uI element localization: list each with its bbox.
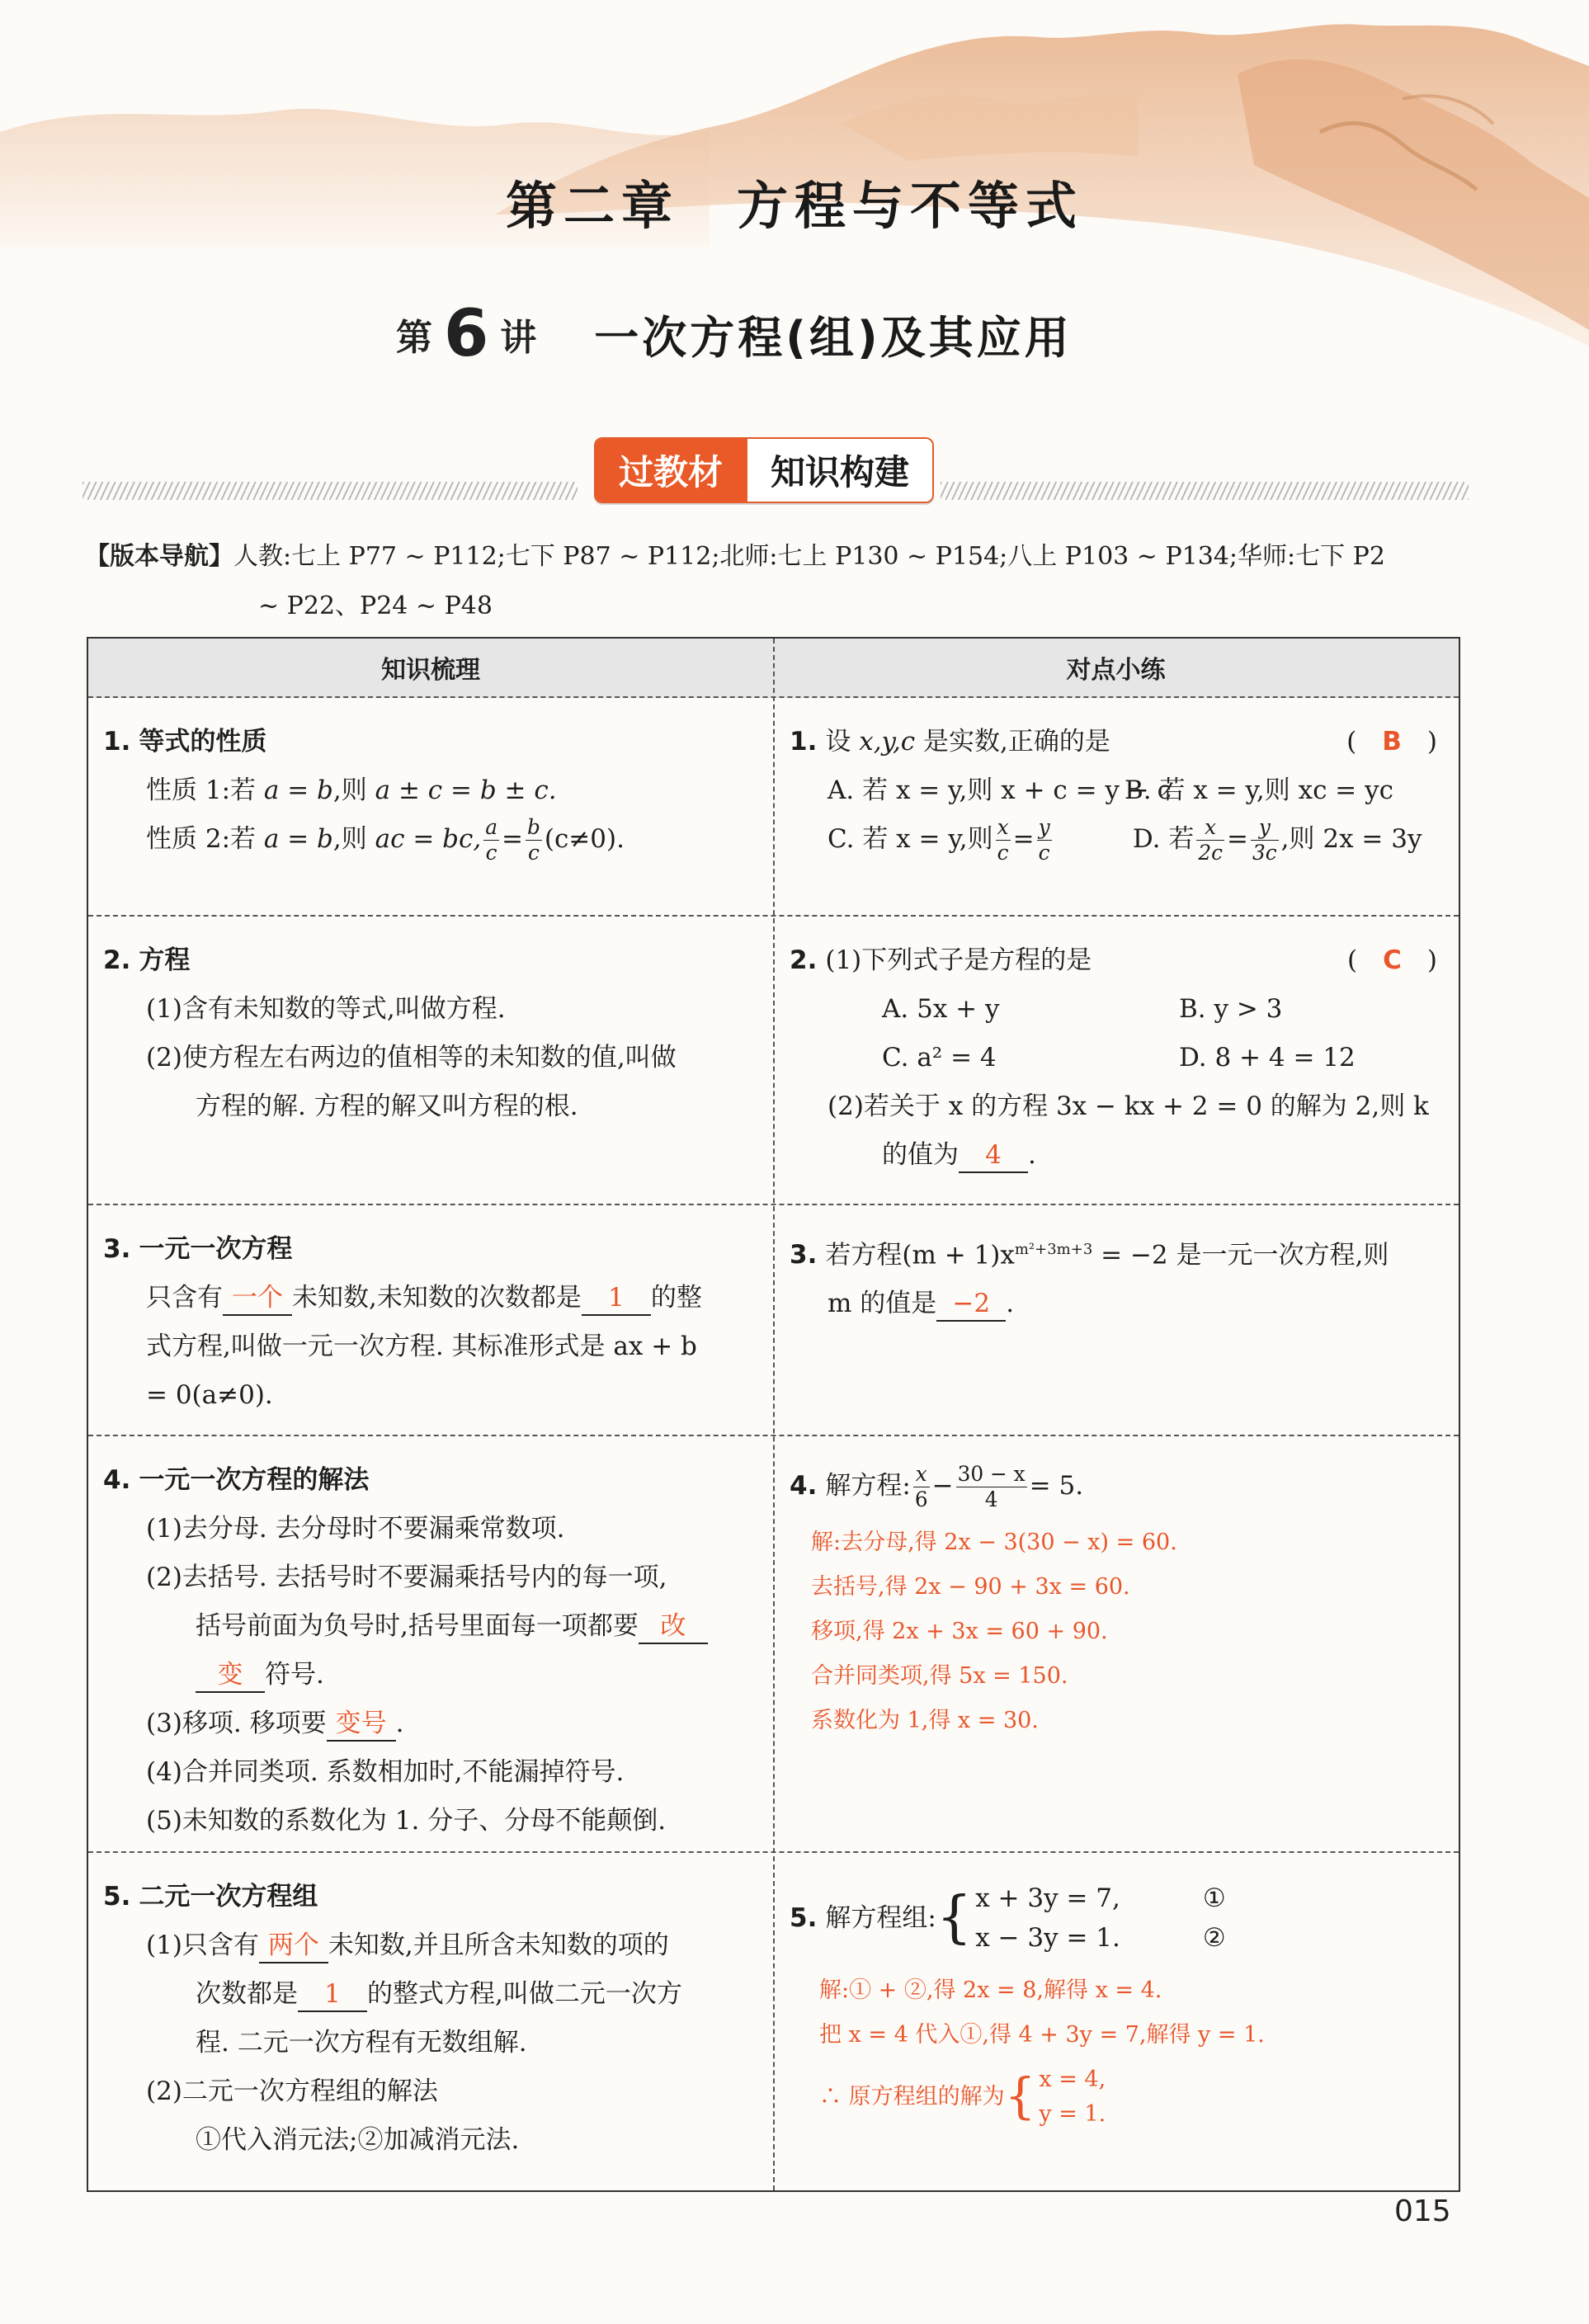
answer-choice: C (1383, 945, 1402, 975)
exercise-cell: 2. (1)下列式子是方程的是 ( C ) A. 5x + y B. y > 3 C. a² = 4 D. 8 + 4 = 12 (2)若关于 x 的方程 3x − kx + 2 = 0 的解为 2,则 k 的值为 4 . (775, 915, 1459, 1180)
answer-bracket: ( B ) (1346, 727, 1437, 757)
text-line: (1)只含有 两个 未知数,并且所含未知数的项的 (103, 1921, 763, 1970)
hatch-divider-left (83, 482, 578, 500)
chapter-title: 第二章 方程与不等式 (505, 176, 1083, 236)
solution-line: 移项,得 2x + 3x = 60 + 90. (811, 1619, 1108, 1644)
option-d: D. 若 $\frac{x}{2c}$ = $\frac{y}{3c}$ ,则 2x = 3y (1132, 814, 1422, 865)
table-row (88, 696, 1459, 917)
text-line: (2)二元一次方程组的解法 (146, 2077, 438, 2106)
section-header (83, 437, 1469, 503)
text-line: = 0(a≠0). (146, 1380, 273, 1410)
section-tag-left: 过教材 (596, 439, 747, 502)
property-2: 性质 2:若 a = b,则 ac = bc, $\frac{a}{c}$ = $\frac{b}{c}$ (c≠0). (146, 814, 625, 865)
col-header-left: 知识梳理 (381, 656, 480, 685)
item-number: 1. (103, 727, 131, 757)
table-row (88, 1851, 1459, 2190)
equation-marker: ② (1202, 1923, 1226, 1953)
nav-label: 【版本导航】 (85, 542, 233, 571)
knowledge-cell: 3. 一元一次方程 只含有 一个 未知数,未知数的次数都是 1 的整 式方程,叫做一元一次方程. 其标准形式是 ax + b = 0(a≠0). (88, 1204, 773, 1420)
text-line: (2)使方程左右两边的值相等的未知数的值,叫做 (146, 1043, 677, 1072)
fill-blank: 两个 (259, 1929, 328, 1963)
option-b: B. 若 x = y,则 xc = yc (1125, 775, 1394, 805)
text-line: (2)去括号. 去括号时不要漏乘括号内的每一项, (146, 1563, 667, 1592)
nav-line2: ~ P22、P24 ~ P48 (258, 592, 493, 620)
text-line: 只含有 一个 未知数,未知数的次数都是 1 的整 (103, 1274, 763, 1322)
text-line: 程. 二元一次方程有无数组解. (196, 2028, 527, 2058)
equation-system: { x + 3y = 7, x − 3y = 1. (936, 1883, 1120, 1953)
text-line: ①代入消元法;②加减消元法. (196, 2125, 520, 2155)
option-a: A. 若 x = y,则 x + c = y − c (828, 775, 1172, 805)
fill-blank: 改 (639, 1610, 708, 1644)
col-header-right: 对点小练 (1066, 656, 1166, 685)
item-heading: 等式的性质 (139, 727, 267, 757)
fill-blank: 变 (196, 1658, 265, 1693)
text-line: 括号前面为负号时,括号里面每一项都要 改 (103, 1602, 763, 1651)
item-heading: 方程 (139, 945, 191, 975)
option-a: A. 5x + y (882, 994, 1000, 1024)
fill-blank: 1 (298, 1978, 367, 2012)
item-heading: 二元一次方程组 (139, 1882, 318, 1912)
table-row (88, 915, 1459, 1205)
item-heading: 一元一次方程 (139, 1234, 293, 1264)
lecture-badge (396, 297, 537, 371)
version-navigation (85, 532, 1455, 631)
exercise-cell: 3. 若方程$(m + 1)x^{m^2+3m+3} = -2$ 是一元一次方程,则 m 的值是 −2 . (775, 1204, 1459, 1328)
text-line: 次数都是 1 的整式方程,叫做二元一次方 (103, 1970, 763, 2019)
exercise-cell: 1. 设 x,y,c 是实数,正确的是 ( B ) A. 若 x = y,则 x + c = y − cB. 若 x = y,则 xc = yc C. 若 x = y,则 $\frac{x}{c}$ = $\frac{y}{c}$ D. 若 $\frac{x}{2c}$ = $\frac{y}{3c}$ ,则 2x = 3y (775, 696, 1459, 864)
options-row (790, 766, 1442, 815)
text-line: 方程的解. 方程的解又叫方程的根. (196, 1091, 578, 1121)
knowledge-table (87, 637, 1460, 2192)
lecture-number: 6 (444, 297, 489, 371)
option-b: B. y > 3 (1179, 994, 1283, 1024)
question-text: m 的值是 −2 . (790, 1280, 1442, 1328)
item-heading: 一元一次方程的解法 (139, 1465, 370, 1495)
option-d: D. 8 + 4 = 12 (1179, 1043, 1356, 1072)
text-line: (5)未知数的系数化为 1. 分子、分母不能颠倒. (146, 1806, 667, 1836)
solution-line: 解:去分母,得 2x − 3(30 − x) = 60. (811, 1530, 1177, 1555)
text-line: 变 符号. (103, 1651, 763, 1699)
equation-marker: ① (1202, 1883, 1226, 1913)
knowledge-cell: 5. 二元一次方程组 (1)只含有 两个 未知数,并且所含未知数的项的 次数都是 1 的整式方程,叫做二元一次方 程. 二元一次方程有无数组解. (2)二元一次方程组的解法 ①代入消元法;②加减消元法. (88, 1851, 773, 2165)
text-line: (1)去分母. 去分母时不要漏乘常数项. (146, 1514, 565, 1544)
knowledge-cell (88, 696, 773, 864)
fraction: $\frac{b}{c}$ (527, 814, 540, 865)
table-row (88, 1204, 1459, 1436)
knowledge-cell: 4. 一元一次方程的解法 (1)去分母. 去分母时不要漏乘常数项. (2)去括号. 去括号时不要漏乘括号内的每一项, 括号前面为负号时,括号里面每一项都要 改 变 符号. (3)移项. 移项要 变号 . (4)合并同类项. 系数相加时,不能漏掉符号. (5)未知数的系数化为 1. 分子、分母不能颠倒. (88, 1435, 773, 1846)
text-line: (1)含有未知数的等式,叫做方程. (146, 994, 506, 1024)
solution-line: ∴ 原方程组的解为 { x = 4, y = 1. (819, 2067, 1106, 2127)
solution-block (790, 1968, 1442, 2132)
options-row (790, 815, 1442, 864)
nav-line1: 人教:七上 P77 ~ P112;七下 P87 ~ P112;北师:七上 P130 ~ P154;八上 P103 ~ P134;华师:七下 P2 (233, 542, 1385, 571)
lecture-title: 一次方程(组)及其应用 (594, 311, 1073, 364)
solution-line: 把 x = 4 代入①,得 4 + 3y = 7,解得 y = 1. (819, 2022, 1265, 2048)
solution-line: 系数化为 1,得 x = 30. (811, 1708, 1039, 1733)
knowledge-cell: 2. 方程 (1)含有未知数的等式,叫做方程. (2)使方程左右两边的值相等的未知数的值,叫做 方程的解. 方程的解又叫方程的根. (88, 915, 773, 1131)
solution-line: 解:① + ②,得 2x = 8,解得 x = 4. (819, 1978, 1162, 2003)
option-c: C. 若 x = y,则 $\frac{x}{c}$ = $\frac{y}{c}$ (828, 814, 1050, 865)
fill-blank: 4 (959, 1138, 1028, 1173)
lecture-heading (396, 293, 1073, 375)
answer-bracket: ( C ) (1347, 945, 1437, 975)
fill-blank: −2 (936, 1287, 1006, 1322)
fraction: $\frac{a}{c}$ (485, 814, 498, 865)
solution-line: 合并同类项,得 5x = 150. (811, 1663, 1068, 1689)
section-badge (594, 437, 934, 503)
hatch-divider-right (941, 482, 1469, 500)
solution-line: 去括号,得 2x − 90 + 3x = 60. (811, 1574, 1130, 1600)
solution-block (790, 1520, 1442, 1743)
question-text: 的值为 4 . (790, 1131, 1442, 1180)
text-line: (4)合并同类项. 系数相加时,不能漏掉符号. (146, 1757, 625, 1787)
fill-blank: 一个 (223, 1281, 292, 1316)
options-row (790, 1034, 1442, 1082)
option-c: C. a² = 4 (882, 1043, 997, 1072)
fill-blank: 1 (582, 1281, 651, 1316)
text-line: 式方程,叫做一元一次方程. 其标准形式是 ax + b (146, 1332, 697, 1361)
section-tag-right: 知识构建 (747, 439, 932, 502)
page-number: 015 (1394, 2194, 1451, 2228)
exercise-cell: 5. 解方程组: { x + 3y = 7, x − 3y = 1. ① ② 解:① + ②,得 2x = 8,解得 x = 4. 把 x = 4 代入①,得 4 + 3y = 7,解得 y = 1. ∴ 原方程组的解为 { x = 4, y = 1. (775, 1851, 1459, 2132)
options-row (790, 985, 1442, 1034)
lecture-prefix: 第 (396, 317, 432, 359)
table-row (88, 1435, 1459, 1853)
question-text: (2)若关于 x 的方程 3x − kx + 2 = 0 的解为 2,则 k (828, 1091, 1429, 1121)
exponent: m²+3m+3 (1014, 1241, 1093, 1258)
exercise-cell: 4. 解方程: $\frac{x}{6}$ − $\frac{30 - x}{4}$ = 5. 解:去分母,得 2x − 3(30 − x) = 60. 去括号,得 2x − 90 + 3x = 60. 移项,得 2x + 3x = 60 + 90. 合并同类项,得 5x = 150. 系数化为 1,得 x = 30. (775, 1435, 1459, 1743)
answer-choice: B (1382, 727, 1402, 757)
text-line: (3)移项. 移项要 变号 . (103, 1699, 763, 1748)
lecture-suffix: 讲 (500, 317, 537, 359)
fill-blank: 变号 (327, 1707, 396, 1742)
property-1: 性质 1:若 a = b,则 a ± c = b ± c. (146, 775, 557, 805)
